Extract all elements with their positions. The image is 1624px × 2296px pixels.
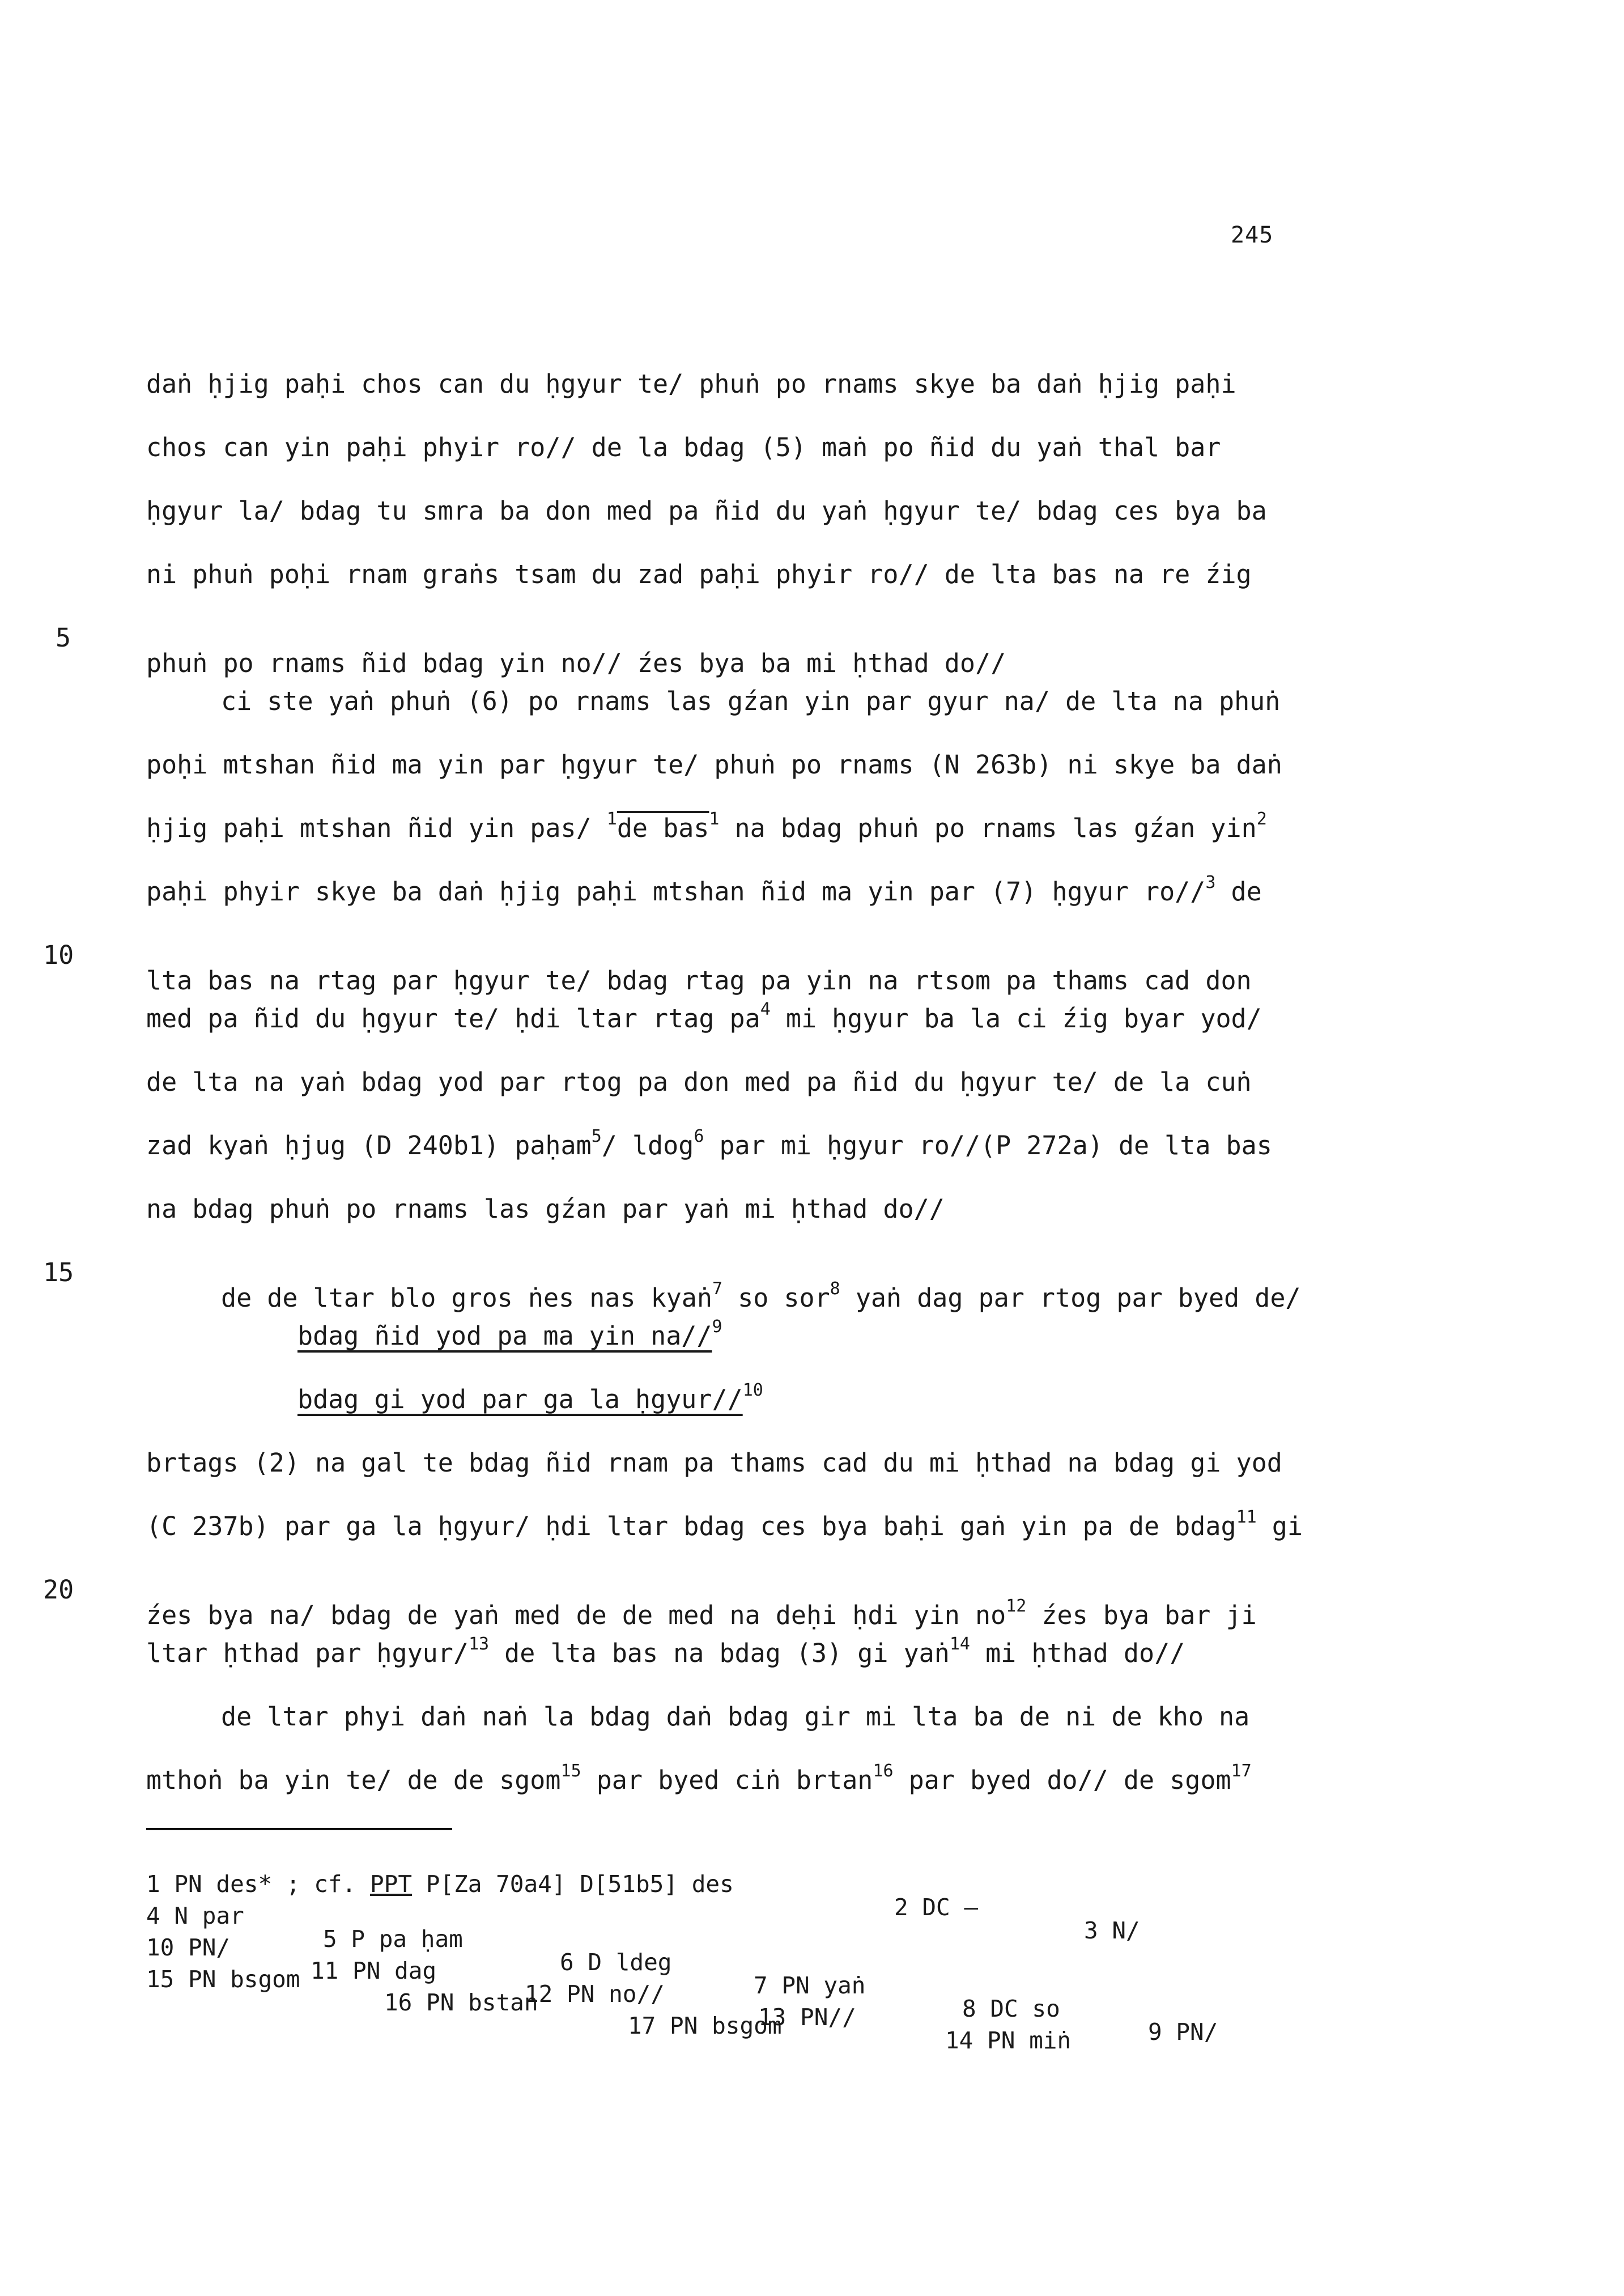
footnote-ref: 17 [1231, 1761, 1252, 1781]
line-text: de ltar phyi daṅ naṅ la bdag daṅ bdag gir mi lta ba de ni de kho na [221, 1702, 1250, 1732]
line-text: lta bas na rtag par ḥgyur te/ bdag rtag pa yin na rtsom pa thams cad don [146, 966, 1252, 996]
line-text: mthoṅ ba yin te/ de de sgom$^{15}$ par byed ciṅ brtan$^{16}$ par byed do// de sgom$^{17}$ [146, 1761, 1252, 1795]
footnote-ref: 15 [560, 1761, 581, 1781]
line-text: na bdag phuṅ po rnams las gźan par yaṅ mi ḥthad do// [146, 1194, 945, 1224]
line-number: 20 [43, 1575, 74, 1605]
footnote: 14 PN miṅ [945, 2027, 1072, 2054]
footnote-ref: 7 [712, 1279, 723, 1299]
line-number: 5 [56, 623, 71, 653]
line-text: med pa ñid du ḥgyur te/ ḥdi ltar rtag $pa^4$ mi ḥgyur ba la ci źig byar yod/ [146, 1000, 1262, 1034]
footnote: 7 PN yaṅ [754, 1972, 866, 1999]
line-text: źes bya na/ bdag de yaṅ med de de med na deḥi ḥdi yin $no^{12}$ źes bya bar ji [146, 1596, 1257, 1630]
footnote: 12 PN no// [525, 1980, 665, 2008]
line-text: ci ste yaṅ phuṅ (6) po rnams las gźan yin par gyur na/ de lta na phuṅ [221, 686, 1281, 716]
footnote: 16 PN bstan [384, 1989, 538, 2016]
footnote-ref: 1 [709, 809, 720, 829]
footnote: 13 PN// [758, 2004, 856, 2031]
footnote: 2 DC — [894, 1894, 979, 1921]
footnote-ref: 10 [742, 1380, 763, 1400]
footnote-ref: 16 [873, 1761, 894, 1781]
line-text: bdag ñid yod pa ma yin na//$^9$ [297, 1317, 722, 1351]
footnote: 5 P pa ḥam [323, 1925, 463, 1953]
footnote: 6 D ldeg [560, 1949, 672, 1976]
line-number: 10 [43, 940, 74, 970]
footnote: 4 N par [146, 1902, 244, 1929]
footnote: 1 PN des* ; cf. PPT P[Za 70a4] D[51b5] des [146, 1870, 734, 1898]
line-text: ltar ḥthad par ḥgyur/$^{13}$ de lta bas na bdag (3) gi yaṅ$^{14}$ mi ḥthad do// [146, 1634, 1185, 1668]
line-text: paḥi phyir skye ba daṅ ḥjig paḥi mtshan ñid ma yin par (7) ḥgyur ro//$^3$ de [146, 873, 1262, 907]
line-text: ni phuṅ poḥi rnam graṅs tsam du zad paḥi phyir ro// de lta bas na re źig [146, 559, 1252, 589]
footnote-ref: 5 [591, 1126, 602, 1146]
line-text: de lta na yaṅ bdag yod par rtog pa don med pa ñid du ḥgyur te/ de la cuṅ [146, 1067, 1252, 1097]
line-text: de de ltar blo gros ṅes nas kyaṅ$^7$ so sor$^8$ yaṅ dag par rtog par byed de/ [221, 1279, 1301, 1313]
line-text: bdag gi yod par ga la ḥgyur//$^{10}$ [297, 1380, 763, 1414]
footnote: 17 PN bsgom [628, 2012, 782, 2039]
footnote-ref: 9 [712, 1317, 722, 1337]
footnote: 9 PN/ [1148, 2018, 1218, 2046]
line-text: daṅ ḥjig paḥi chos can du ḥgyur te/ phuṅ po rnams skye ba daṅ ḥjig paḥi [146, 369, 1236, 399]
line-text: (C 237b) par ga la ḥgyur/ ḥdi ltar bdag ces bya baḥi gaṅ yin pa de bdag$^{11}$ gi [146, 1507, 1303, 1541]
footnote-ref: 14 [949, 1634, 970, 1654]
line-text: brtags (2) na gal te bdag ñid rnam pa thams cad du mi ḥthad na bdag gi yod [146, 1448, 1282, 1478]
footnote-rule [146, 1828, 452, 1830]
footnote: 11 PN dag [311, 1957, 437, 1984]
footnote-ref: 4 [760, 1000, 771, 1019]
line-number: 15 [43, 1257, 74, 1287]
footnote: 8 DC so [962, 1995, 1060, 2022]
footnote-ref: 8 [830, 1279, 840, 1299]
line-text: phuṅ po rnams ñid bdag yin no// źes bya ba mi ḥthad do// [146, 648, 1006, 678]
line-text: poḥi mtshan ñid ma yin par ḥgyur te/ phuṅ po rnams (N 263b) ni skye ba daṅ [146, 750, 1282, 780]
footnote: 15 PN bsgom [146, 1966, 300, 1993]
footnote-ref: 3 [1205, 873, 1216, 892]
footnote-ref: 11 [1236, 1507, 1257, 1527]
page-number: 245 [1231, 222, 1274, 248]
footnote-ref: 6 [694, 1126, 704, 1146]
footnote: 3 N/ [1084, 1917, 1140, 1944]
footnote-ref: 1 [606, 809, 617, 829]
line-text: ḥjig paḥi mtshan ñid yin pas/ $^1$de bas$^1$ na bdag phuṅ po rnams las gźan yin$^2$ [146, 809, 1267, 843]
footnote-ref: 2 [1256, 809, 1267, 829]
line-text: zad kyaṅ ḥjug (D 240b1) paḥam$^5$/ ldog$^6$ par mi ḥgyur ro//(P 272a) de lta bas [146, 1126, 1272, 1160]
footnote-ref: 13 [468, 1634, 490, 1654]
footnote: 10 PN/ [146, 1934, 231, 1961]
footnote-ref: 12 [1006, 1596, 1027, 1616]
text-line [0, 1742, 1252, 1818]
line-text: ḥgyur la/ bdag tu smra ba don med pa ñid du yaṅ ḥgyur te/ bdag ces bya ba [146, 496, 1267, 526]
line-text: chos can yin paḥi phyir ro// de la bdag (5) maṅ po ñid du yaṅ thal bar [146, 432, 1221, 462]
